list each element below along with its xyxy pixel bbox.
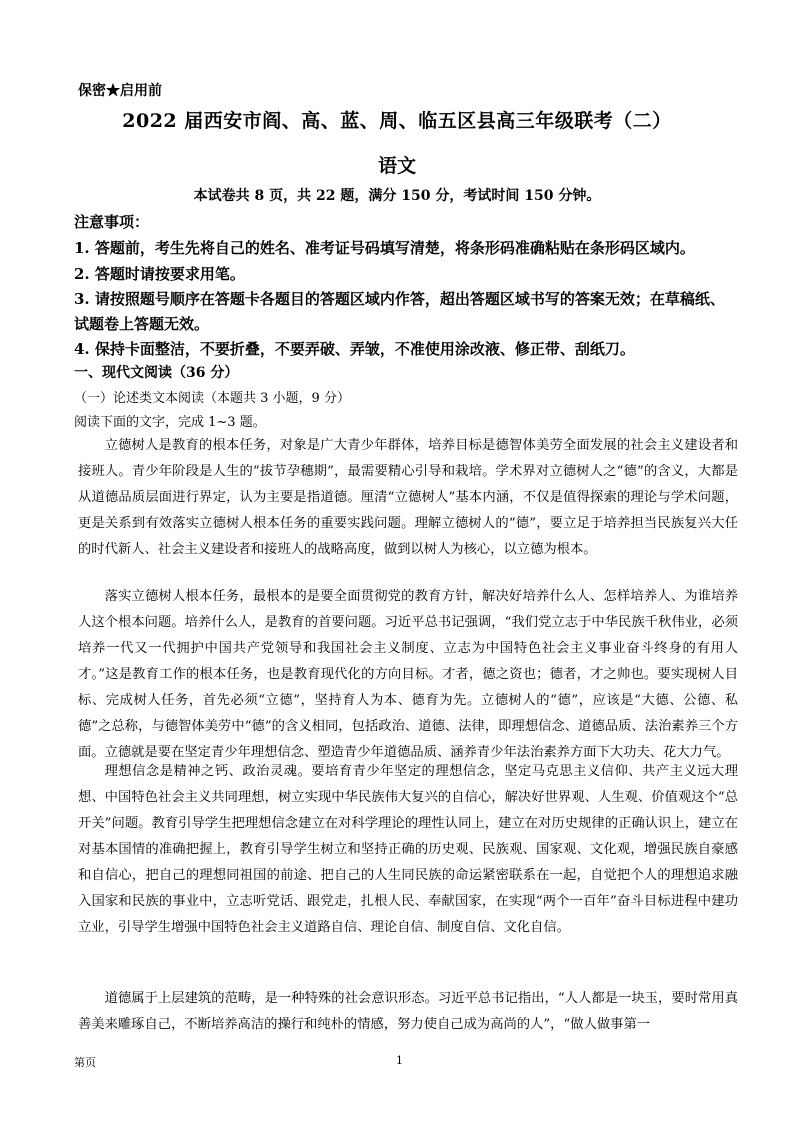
paragraph-text: 立德树人是教育的根本任务，对象是广大青少年群体，培养目标是德智体美劳全面发展的社会主义建设者和接班人。青少年阶段是人生的“拔节孕穗期”，最需要精心引导和栽培。学术界对立德树人之“德”的含义，大都是从道德品质层面进行界定，认为主要是指道德。厘清“立德树人”基本内涵，不仅是值得探索的理论与学术问题，更是关系到有效落实立德树人根本任务的重要实践问题。理解立德树人的“德”，要立足于培养担当民族复兴大任的时代新人、社会主义建设者和接班人的战略高度，做到以树人为核心，以立德为根本。 (78, 438, 738, 557)
subsection-title: （一）论述类文本阅读（本题共 3 小题，9 分） (74, 391, 350, 406)
paragraph-text: 理想信念是精神之钙、政治灵魂。要培育青少年坚定的理想信念，坚定马克思主义信仰、共产主义远大理想、中国特色社会主义共同理想，树立实现中华民族伟大复兴的自信心，解决好世界观、人生观、价值观这个“总开关”问题。教育引导学生把理想信念建立在对科学理论的理性认同上，建立在对历史规律的正确认识上，建立在对基本国情的准确把握上，教育引导学生树立和坚持正确的历史观、民族观、国家观、文化观，增强民族自豪感和自信心，把自己的理想同祖国的前途、把自己的人生同民族的命运紧密联系在一起，自觉把个人的理想追求融入国家和民族的事业中，立志听党话、跟党走，扎根人民、奉献国家，在实现“两个一百年”奋斗目标进程中建功立业，引导学生增强中国特色社会主义道路自信、理论自信、制度自信、文化自信。 (78, 764, 738, 935)
paragraph-text: 落实立德树人根本任务，最根本的是要全面贯彻党的教育方针，解决好培养什么人、怎样培养人、为谁培养人这个根本问题。培养什么人，是教育的首要问题。习近平总书记强调，“我们党立志于中华民族千秋伟业，必须培养一代又一代拥护中国共产党领导和我国社会主义制度、立志为中国特色社会主义事业奋斗终身的有用人才。”这是教育工作的根本任务，也是教育现代化的方向目标。才者，德之资也；德者，才之帅也。要实现树人目标、完成树人任务，首先必须“立德”，坚持育人为本、德育为先。立德树人的“德”，应该是“大德、公德、私德”之总称，与德智体美劳中“德”的含义相同，包括政治、道德、法律，即理想信念、道德品质、法治素养三个方面。立德就是要在坚定青少年理想信念、塑造青少年道德品质、涵养青少年法治素养方面下大功夫、花大力气。 (78, 589, 738, 760)
notice-heading: 注意事项： (74, 213, 150, 231)
subject-title: 语文 (377, 155, 416, 177)
footer-page-number: 1 (396, 1054, 403, 1067)
footer-page-label: 第页 (74, 1056, 96, 1069)
notice-item: 3. 请按照题号顺序在答题卡各题目的答题区域内作答，超出答题区域书写的答案无效；在草稿纸、试题卷上答题无效。 (74, 290, 725, 333)
notice-item: 4. 保持卡面整洁，不要折叠，不要弄破、弄皱，不准使用涂改液、修正带、刮纸刀。 (74, 340, 635, 358)
notice-item: 2. 答题时请按要求用笔。 (74, 265, 245, 283)
passage-paragraph (78, 433, 738, 563)
passage-paragraph (78, 759, 738, 941)
paragraph-text: 道德属于上层建筑的范畴，是一种特殊的社会意识形态。习近平总书记指出，“人人都是一块玉，要时常用真善美来雕琢自己，不断培养高洁的操行和纯朴的情感，努力使自己成为高尚的人”，“做人做事第一 (78, 991, 738, 1032)
exam-info: 本试卷共 8 页，共 22 题，满分 150 分，考试时间 150 分钟。 (193, 188, 601, 204)
reading-instruction: 阅读下面的文字，完成 1~3 题。 (74, 415, 266, 430)
section-title: 一、现代文阅读（36 分） (74, 365, 239, 381)
passage-paragraph (78, 986, 738, 1038)
passage-paragraph (78, 584, 738, 766)
notice-item: 1. 答题前，考生先将自己的姓名、准考证号码填写清楚，将条形码准确粘贴在条形码区域内。 (74, 239, 695, 257)
exam-title: 2022 届西安市阎、高、蓝、周、临五区县高三年级联考（二） (122, 110, 672, 132)
confidential-label: 保密★启用前 (78, 83, 162, 99)
